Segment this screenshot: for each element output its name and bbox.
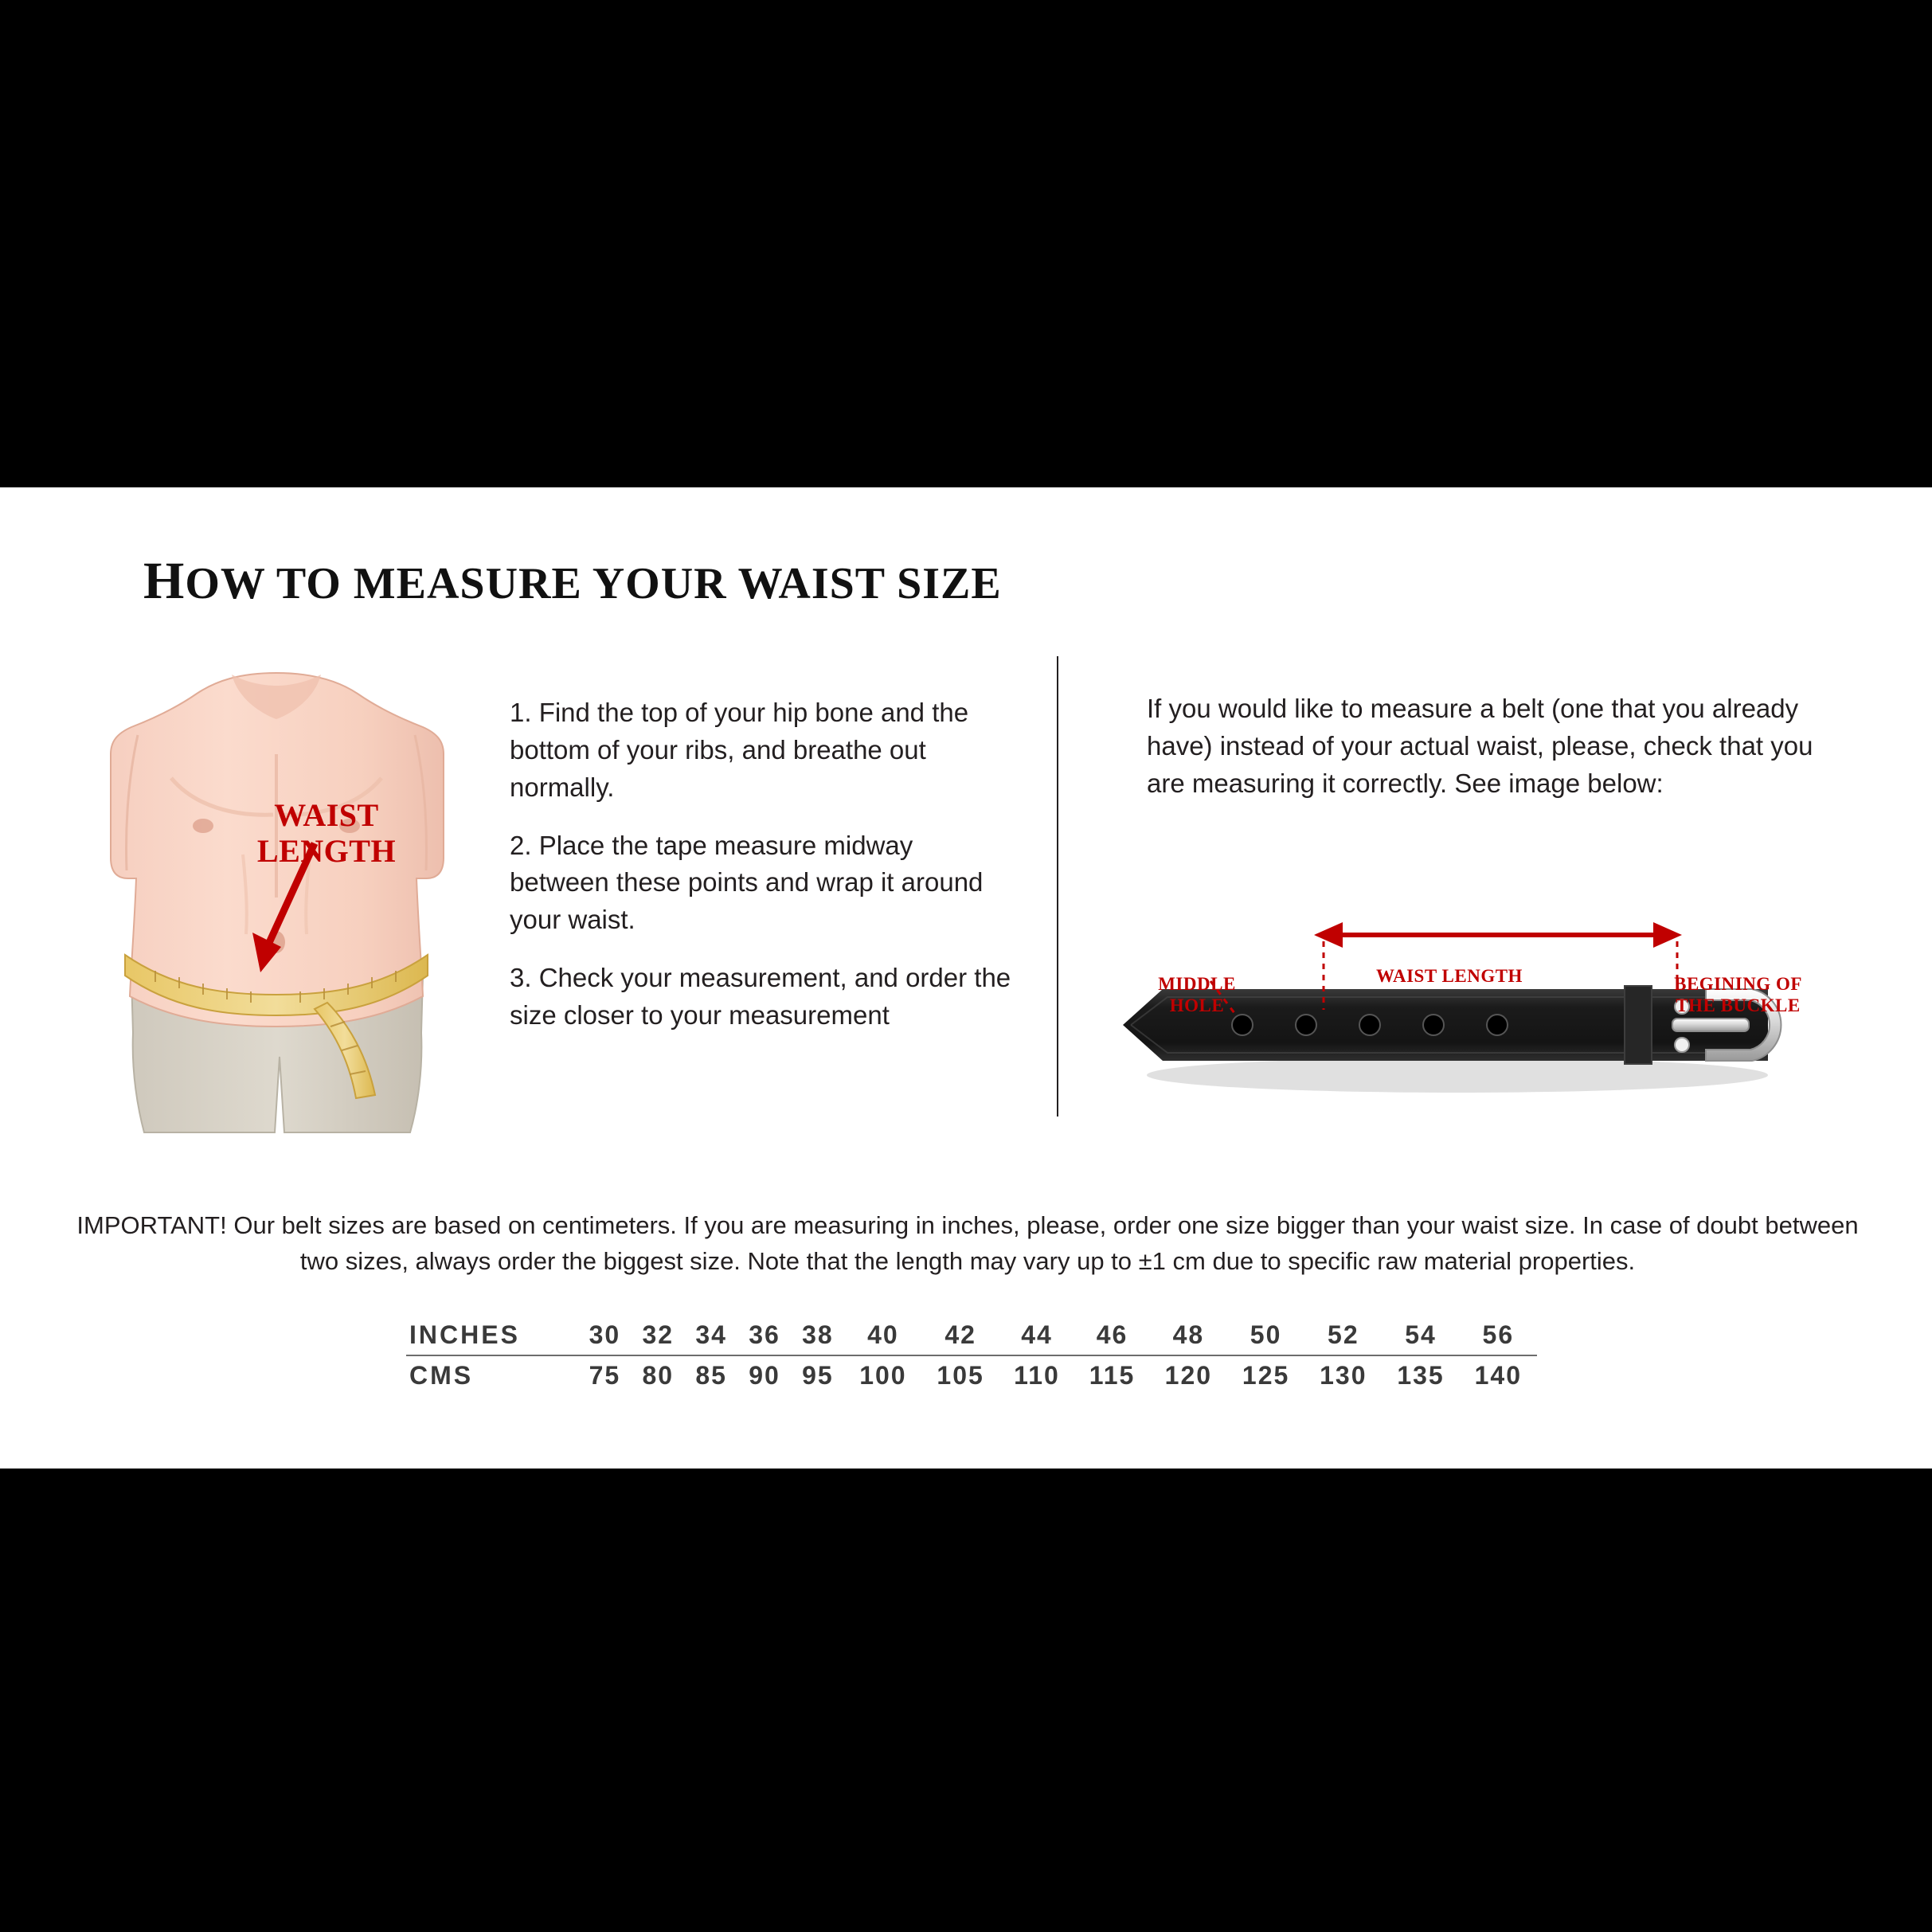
cell-cms-2: 85 (695, 1361, 727, 1390)
cell-cms-10: 125 (1242, 1361, 1290, 1390)
cell-inches-1: 32 (632, 1316, 685, 1355)
row-label-cms: CMS (409, 1361, 474, 1390)
cell-cms-9: 120 (1164, 1361, 1213, 1390)
buckle-label-line2: THE BUCKLE (1676, 995, 1801, 1016)
beginning-of-buckle-label (1645, 973, 1832, 1016)
cell-inches-5: 40 (844, 1316, 921, 1355)
cell-inches-7: 44 (999, 1316, 1075, 1355)
cell-inches-6: 42 (922, 1316, 999, 1355)
cell-cms-8: 115 (1089, 1361, 1136, 1390)
cell-cms-12: 135 (1397, 1361, 1445, 1390)
cell-inches-11: 52 (1304, 1316, 1382, 1355)
cell-cms-5: 100 (859, 1361, 907, 1390)
belt-measure-intro: If you would like to measure a belt (one that you already have) instead of your actual waist, please, check that you are measuring it correctly. See image below: (1147, 694, 1813, 798)
belt-illustration (1115, 862, 1832, 1124)
middle-hole-line1: MIDDLE (1158, 974, 1236, 994)
row-label-inches: INCHES (406, 1316, 578, 1355)
step-1: 1. Find the top of your hip bone and the bottom of your ribs, and breathe out normally. (510, 698, 969, 802)
cell-cms-1: 80 (642, 1361, 675, 1390)
cell-cms-7: 110 (1014, 1361, 1060, 1390)
cell-inches-0: 30 (578, 1316, 632, 1355)
torso-figure (76, 659, 490, 1136)
cell-inches-8: 46 (1074, 1316, 1150, 1355)
middle-hole-line2: HOLE (1169, 995, 1225, 1016)
cell-cms-11: 130 (1320, 1361, 1367, 1390)
steps-list (510, 694, 1011, 1055)
cell-cms-4: 95 (802, 1361, 834, 1390)
page-title (143, 551, 1002, 612)
cell-inches-2: 34 (685, 1316, 738, 1355)
cell-cms-6: 105 (937, 1361, 984, 1390)
size-conversion-table (406, 1316, 1537, 1395)
waist-label-line1: WAIST (274, 797, 379, 833)
waist-length-label (223, 798, 430, 870)
waist-length-arrow-icon (1314, 922, 1682, 948)
content-panel (0, 487, 1932, 1469)
waist-label-line2: LENGTH (256, 832, 397, 869)
table-row-cms (406, 1355, 1537, 1395)
belt-waist-length-label: WAIST LENGTH (1376, 966, 1523, 986)
column-divider (1057, 656, 1058, 1117)
page-title-first-letter: H (143, 552, 186, 610)
step-2: 2. Place the tape measure midway between these points and wrap it around your waist. (510, 830, 984, 935)
important-note: IMPORTANT! Our belt sizes are based on centimeters. If you are measuring in inches, please, order one size bigger than your waist size. In case of doubt between two sizes, always order the biggest size. Note that the length may vary up to ±1 cm due to specific raw material properties. (76, 1211, 1859, 1275)
table-row-inches (406, 1316, 1537, 1355)
size-table (406, 1316, 1537, 1395)
cell-cms-13: 140 (1474, 1361, 1523, 1390)
cell-inches-12: 54 (1382, 1316, 1459, 1355)
cell-inches-13: 56 (1460, 1316, 1537, 1355)
cell-cms-0: 75 (589, 1361, 621, 1390)
cell-inches-9: 48 (1150, 1316, 1227, 1355)
buckle-label-line1: BEGINING OF (1674, 974, 1802, 994)
cell-cms-3: 90 (749, 1361, 780, 1390)
cell-inches-4: 38 (791, 1316, 844, 1355)
middle-hole-label (1121, 973, 1273, 1016)
page-title-rest: OW TO MEASURE YOUR WAIST SIZE (185, 559, 1002, 608)
cell-inches-10: 50 (1227, 1316, 1304, 1355)
cell-inches-3: 36 (738, 1316, 792, 1355)
torso-illustration (76, 659, 490, 1136)
step-3: 3. Check your measurement, and order the size closer to your measurement (510, 963, 1011, 1031)
